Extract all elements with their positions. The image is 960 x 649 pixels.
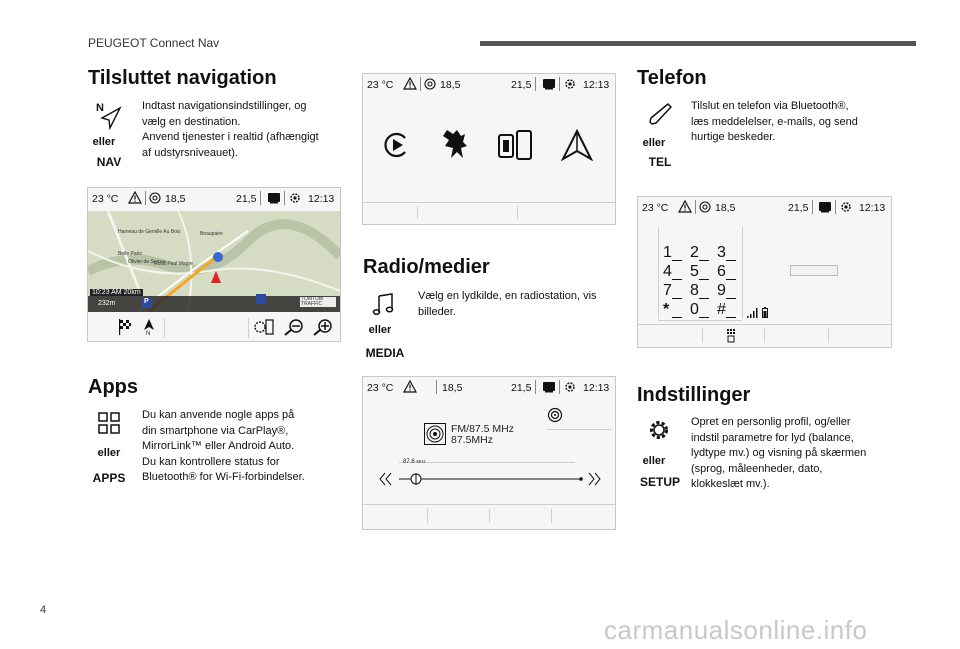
nav-text-line: Indtast navigationsindstillinger, og — [142, 100, 307, 112]
map-label: Belle Paris — [118, 251, 142, 257]
nav-heading: Tilsluttet navigation — [88, 67, 277, 89]
map-label: Hameau de Gerville Au Bois — [118, 229, 181, 235]
key-hash[interactable]: # — [717, 301, 726, 318]
apps-text-line: Bluetooth® for Wi-Fi-forbindelser. — [142, 471, 305, 483]
key-9[interactable]: 9 — [717, 282, 726, 299]
key-underline — [699, 260, 709, 261]
apps-text-line: din smartphone via CarPlay®, — [142, 424, 289, 437]
settings-gear-icon[interactable] — [563, 380, 577, 397]
compass-label: N — [146, 331, 151, 337]
recirculation-icon[interactable] — [149, 192, 161, 207]
settings-text-line: klokkeslæt mv.). — [691, 478, 770, 490]
apps-text-line: MirrorLink™ eller Android Auto. — [142, 440, 295, 452]
phone-screen-icon[interactable] — [542, 78, 556, 93]
screen-divider — [638, 324, 891, 325]
apps-keyword: APPS — [92, 471, 126, 485]
scale-frequency: 87.6 — [403, 459, 415, 465]
status-separator — [695, 200, 696, 214]
recirculation-icon[interactable] — [699, 201, 711, 216]
apps-text-line: Du kan kontrollere status for — [142, 455, 280, 468]
apps-eller: eller — [97, 447, 121, 459]
key-5[interactable]: 5 — [690, 263, 699, 280]
key-underline — [672, 279, 682, 280]
clock: 12:13 — [583, 79, 610, 91]
screen-divider — [363, 202, 615, 203]
status-separator — [559, 77, 560, 91]
parking-poi[interactable]: P — [144, 298, 149, 305]
clock: 12:13 — [583, 382, 610, 394]
telefon-text-line: Tilslut en telefon via Bluetooth®, — [691, 100, 849, 112]
fan-left: 18,5 — [715, 202, 736, 214]
key-7[interactable]: 7 — [663, 282, 672, 299]
key-underline — [672, 298, 682, 299]
status-separator — [559, 380, 560, 394]
apps-grid-icon — [98, 412, 120, 434]
key-6[interactable]: 6 — [717, 263, 726, 280]
toolbar-divider — [427, 509, 428, 523]
checkered-flag-icon[interactable] — [118, 319, 132, 335]
key-underline — [726, 317, 736, 318]
number-display[interactable] — [790, 265, 838, 276]
page-number: 4 — [40, 604, 47, 616]
station-frequency: FM/87.5 MHz — [451, 423, 515, 435]
key-underline — [699, 317, 709, 318]
status-separator — [535, 77, 536, 91]
settings-description — [691, 415, 901, 493]
warning-icon[interactable] — [678, 200, 692, 216]
fan-right: 21,5 — [511, 79, 532, 91]
setup-gear-icon — [647, 418, 671, 442]
telefon-text-line: hurtige beskeder. — [691, 131, 776, 143]
radio-eller: eller — [368, 324, 392, 336]
status-separator — [284, 191, 285, 205]
mirrorlink-icon[interactable] — [497, 129, 533, 161]
document-header-title: PEUGEOT Connect Nav — [88, 36, 220, 50]
temperature: 23 °C — [92, 193, 119, 205]
phone-screen-icon[interactable] — [818, 201, 832, 216]
map-time-label — [90, 289, 143, 296]
temperature: 23 °C — [367, 382, 394, 394]
screen-divider — [547, 429, 611, 430]
warning-icon[interactable] — [128, 191, 142, 207]
svg-text:N: N — [96, 102, 104, 114]
key-underline — [726, 298, 736, 299]
fan-right: 21,5 — [511, 382, 532, 394]
key-2[interactable]: 2 — [690, 244, 699, 261]
telefon-screen — [637, 196, 892, 348]
key-underline — [672, 317, 682, 318]
telefon-eller: eller — [642, 137, 666, 149]
map-label: Beaupaire — [200, 231, 223, 237]
music-note-icon — [372, 292, 394, 316]
station-name: 87.5MHz — [451, 434, 494, 446]
toolbar-divider — [164, 318, 165, 338]
status-separator — [812, 200, 813, 214]
toolbar-divider — [248, 318, 249, 338]
status-separator — [535, 380, 536, 394]
radio-heading: Radio/medier — [363, 256, 490, 278]
toolbar-divider — [517, 206, 518, 219]
settings-text-line: Opret en personlig profil, og/eller — [691, 416, 851, 428]
map-distance-2: 232m — [98, 300, 116, 307]
phone-list-icon[interactable] — [726, 328, 736, 343]
nav-text-line: af udstyrsniveauet). — [142, 146, 238, 159]
screen-divider — [363, 504, 615, 505]
warning-icon[interactable] — [403, 380, 417, 396]
radio-source-icon[interactable] — [547, 407, 563, 423]
header-bar — [480, 41, 916, 46]
toolbar-divider — [417, 206, 418, 219]
key-underline — [672, 260, 682, 261]
status-bar — [88, 188, 340, 210]
watermark: carmanualsonline.info — [604, 615, 868, 645]
status-bar — [363, 74, 615, 96]
key-star[interactable]: * — [663, 301, 670, 318]
fan-left: 18,5 — [442, 382, 463, 394]
toolbar-divider — [551, 509, 552, 523]
key-8[interactable]: 8 — [690, 282, 699, 299]
key-1[interactable]: 1 — [663, 244, 672, 261]
telefon-text-line: læs meddelelser, e-mails, og send — [691, 115, 858, 128]
telefon-description — [691, 99, 896, 146]
nav-screen — [87, 187, 341, 342]
apps-description — [142, 408, 347, 486]
map-distance: 20km — [123, 289, 141, 296]
scale-unit: MHz — [416, 459, 426, 464]
toolbar-divider — [702, 328, 703, 343]
apps-text-line: Du kan anvende nogle apps på — [142, 409, 295, 421]
fan-right: 21,5 — [236, 193, 257, 205]
settings-heading: Indstillinger — [637, 384, 751, 406]
settings-text-line: lydtype mv.) og visning på skærmen — [691, 447, 867, 459]
fan-left: 18,5 — [165, 193, 186, 205]
signal-strength-icon — [746, 308, 758, 318]
settings-keyword: SETUP — [639, 475, 680, 489]
apps-heading: Apps — [88, 376, 138, 398]
key-0[interactable]: 0 — [690, 301, 699, 318]
status-separator — [260, 191, 261, 205]
status-bar — [638, 197, 891, 219]
nav-text-line: Anvend tjenester i realtid (afhængigt — [142, 131, 319, 143]
radio-keyword: MEDIA — [365, 346, 405, 360]
clock: 12:13 — [859, 202, 886, 214]
radio-station-icon[interactable] — [424, 423, 446, 445]
status-separator — [835, 200, 836, 214]
settings-text-line: (sprog, måleenheder, dato, — [691, 462, 823, 475]
map-view[interactable] — [88, 211, 340, 312]
radio-text-line: billeder. — [418, 305, 456, 318]
map-label: Olivier de Serres — [128, 259, 166, 265]
settings-gear-icon[interactable] — [839, 200, 853, 217]
nav-keyword: NAV — [96, 155, 122, 169]
key-underline — [726, 260, 736, 261]
status-bar — [363, 377, 615, 399]
keypad-border — [658, 227, 659, 319]
map-time: 10:23 AM — [92, 289, 122, 296]
map-settings-icon[interactable] — [254, 319, 274, 335]
phone-handset-icon — [648, 102, 672, 126]
radio-screen — [362, 376, 616, 530]
traffic-brand: TOMTOM TRAFFIC — [300, 297, 336, 307]
settings-gear-icon[interactable] — [288, 191, 302, 208]
keypad-border — [742, 227, 743, 319]
phone-screen-icon[interactable] — [542, 381, 556, 396]
toolbar-divider — [764, 328, 765, 343]
radio-description — [418, 289, 618, 320]
nav-eller: eller — [92, 136, 116, 148]
fan-left: 18,5 — [440, 79, 461, 91]
carplay-icon[interactable] — [381, 130, 411, 160]
fan-right: 21,5 — [788, 202, 809, 214]
settings-eller: eller — [642, 455, 666, 467]
key-underline — [726, 279, 736, 280]
phone-screen-icon[interactable] — [267, 192, 281, 207]
map-label: Rond Paul Magre — [154, 261, 193, 267]
clock: 12:13 — [308, 193, 335, 205]
key-underline — [699, 279, 709, 280]
recirculation-icon[interactable] — [424, 78, 436, 93]
telefon-heading: Telefon — [637, 67, 707, 89]
warning-icon[interactable] — [403, 77, 417, 93]
status-separator — [420, 77, 421, 91]
zoom-in-icon[interactable] — [312, 318, 334, 336]
peugeot-lion-icon[interactable] — [441, 128, 469, 160]
android-auto-icon[interactable] — [561, 129, 593, 161]
status-separator — [436, 380, 437, 394]
zoom-out-icon[interactable] — [283, 318, 305, 336]
radio-text-line: Vælg en lydkilde, en radiostation, vis — [418, 290, 597, 302]
temperature: 23 °C — [367, 79, 394, 91]
keypad-border — [658, 320, 742, 321]
key-3[interactable]: 3 — [717, 244, 726, 261]
key-4[interactable]: 4 — [663, 263, 672, 280]
settings-gear-icon[interactable] — [563, 77, 577, 94]
status-separator — [145, 191, 146, 205]
toolbar-divider — [828, 328, 829, 343]
nav-description — [142, 99, 347, 161]
telefon-keyword: TEL — [648, 155, 672, 169]
battery-icon — [762, 307, 768, 318]
scale-value — [403, 459, 426, 465]
key-underline — [699, 298, 709, 299]
apps-screen — [362, 73, 616, 225]
nav-text-line: vælg en destination. — [142, 115, 241, 128]
nav-arrow-icon — [96, 100, 124, 130]
settings-text-line: indstil parametre for lyd (balance, — [691, 431, 854, 444]
temperature: 23 °C — [642, 202, 669, 214]
toolbar-divider — [489, 509, 490, 523]
frequency-slider[interactable] — [379, 471, 601, 487]
